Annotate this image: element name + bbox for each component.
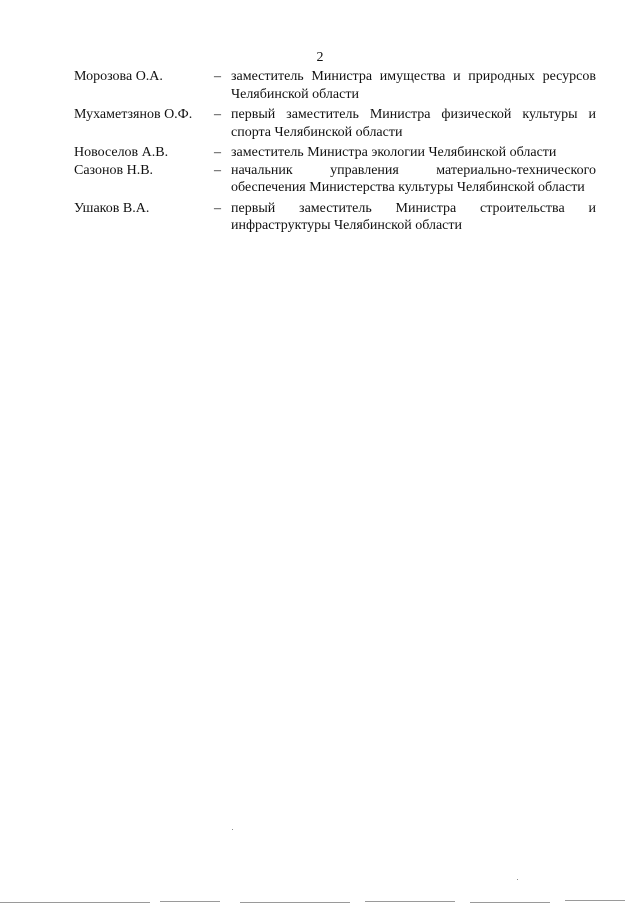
- member-name: Морозова О.А.: [74, 69, 163, 84]
- scan-speck: [232, 829, 233, 830]
- member-position: начальник управления материально-технического обеспечения Министерства культуры Челябинской области: [231, 162, 596, 195]
- dash-separator: –: [214, 162, 221, 178]
- member-entry: [74, 68, 596, 103]
- member-name: Новоселов А.В.: [74, 145, 169, 160]
- member-name: Мухаметзянов О.Ф.: [74, 107, 193, 122]
- dash-separator: –: [214, 200, 221, 216]
- member-entry: [74, 144, 596, 162]
- page-number: 2: [316, 50, 324, 65]
- scan-speck: [517, 879, 518, 880]
- member-entry: [74, 200, 596, 235]
- dash-separator: –: [214, 107, 221, 122]
- member-entry: [74, 106, 596, 141]
- member-position: первый заместитель Министра физической культуры и спорта Челябинской области: [231, 107, 596, 140]
- member-list: [74, 68, 596, 235]
- dash-separator: –: [214, 145, 221, 160]
- member-position: заместитель Министра экологии Челябинской области: [231, 145, 557, 160]
- member-name: Ушаков В.А.: [74, 200, 150, 216]
- scan-bottom-edge: [0, 900, 640, 903]
- member-entry: [74, 162, 596, 197]
- dash-separator: –: [214, 69, 221, 84]
- member-position: первый заместитель Министра строительства и инфраструктуры Челябинской области: [231, 200, 596, 233]
- member-position: заместитель Министра имущества и природных ресурсов Челябинской области: [231, 69, 596, 102]
- member-name: Сазонов Н.В.: [74, 162, 154, 178]
